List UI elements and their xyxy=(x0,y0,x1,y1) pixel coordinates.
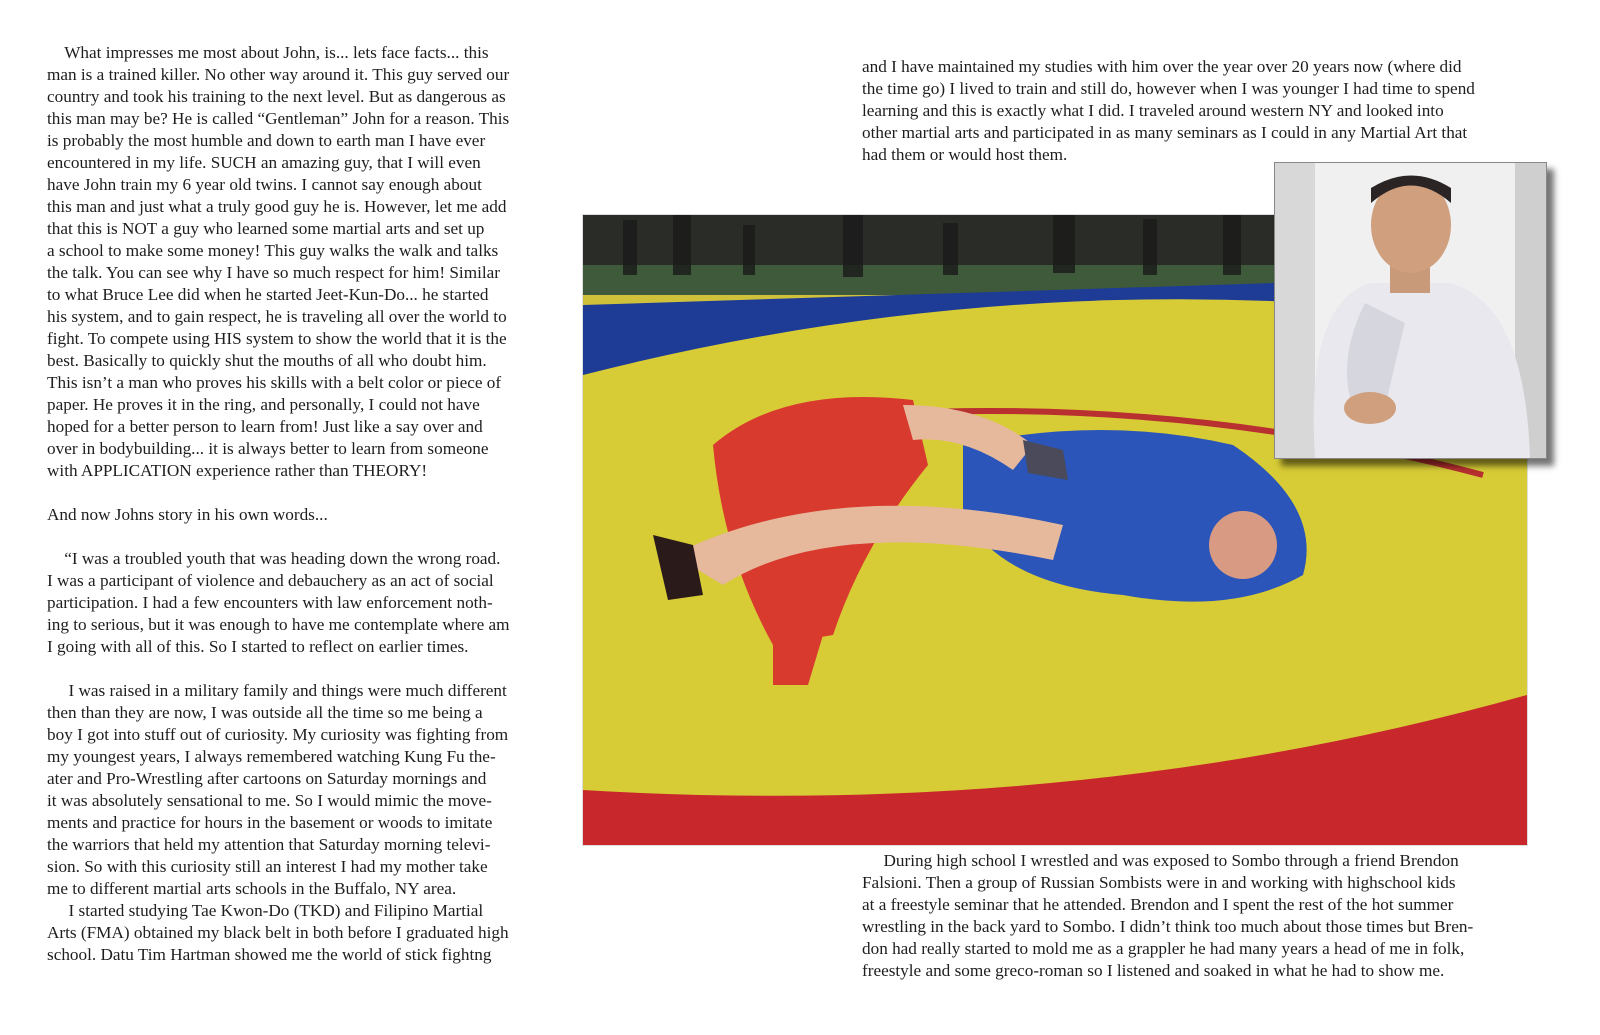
text-line: What impresses me most about John, is... lets face facts... this xyxy=(47,43,489,62)
text-line: the time go) I lived to train and still do, however when I was younger I had time to spend xyxy=(862,79,1475,98)
text-line: And now Johns story in his own words... xyxy=(47,505,328,524)
text-line: this man and just what a truly good guy he is. However, let me add xyxy=(47,197,507,216)
text-line: Arts (FMA) obtained my black belt in both before I graduated high xyxy=(47,923,509,942)
text-line: then than they are now, I was outside all the time so me being a xyxy=(47,703,483,722)
text-line: fight. To compete using HIS system to show the world that it is the xyxy=(47,329,507,348)
text-line: sion. So with this curiosity still an interest I had my mother take xyxy=(47,857,488,876)
text-line: this man may be? He is called “Gentleman” John for a reason. This xyxy=(47,109,510,128)
text-line: over in bodybuilding... it is always better to learn from someone xyxy=(47,439,489,458)
portrait-photo xyxy=(1274,162,1547,459)
text-line: man is a trained killer. No other way around it. This guy served our xyxy=(47,65,510,84)
paragraph-gap xyxy=(47,658,567,680)
text-line: other martial arts and participated in as many seminars as I could in any Martial Art that xyxy=(862,123,1468,142)
text-line: country and took his training to the next level. But as dangerous as xyxy=(47,87,506,106)
text-line: learning and this is exactly what I did. I traveled around western NY and looked into xyxy=(862,101,1444,120)
text-line: don had really started to mold me as a grappler he had many years a head of me in folk, xyxy=(862,939,1465,958)
text-line: school. Datu Tim Hartman showed me the world of stick fightng xyxy=(47,945,492,964)
text-line: ater and Pro-Wrestling after cartoons on Saturday mornings and xyxy=(47,769,487,788)
text-line: with APPLICATION experience rather than THEORY! xyxy=(47,461,428,480)
left-text-column xyxy=(47,42,567,966)
text-line: I was raised in a military family and things were much different xyxy=(47,681,507,700)
text-line: at a freestyle seminar that he attended. Brendon and I spent the rest of the hot summer xyxy=(862,895,1454,914)
text-line: his system, and to gain respect, he is traveling all over the world to xyxy=(47,307,507,326)
text-line: me to different martial arts schools in the Buffalo, NY area. xyxy=(47,879,457,898)
text-line: wrestling in the back yard to Sombo. I didn’t think too much about those times but Bren- xyxy=(862,917,1474,936)
text-line: the warriors that held my attention that Saturday morning televi- xyxy=(47,835,491,854)
text-line: the talk. You can see why I have so much respect for him! Similar xyxy=(47,263,500,282)
text-line: that this is NOT a guy who learned some martial arts and set up xyxy=(47,219,485,238)
text-line: This isn’t a man who proves his skills with a belt color or piece of xyxy=(47,373,502,392)
text-line: encountered in my life. SUCH an amazing guy, that I will even xyxy=(47,153,481,172)
text-line: “I was a troubled youth that was heading down the wrong road. xyxy=(47,549,501,568)
text-line: participation. I had a few encounters with law enforcement noth- xyxy=(47,593,493,612)
text-line: have John train my 6 year old twins. I cannot say enough about xyxy=(47,175,482,194)
text-line: a school to make some money! This guy walks the walk and talks xyxy=(47,241,499,260)
text-line: to what Bruce Lee did when he started Jeet-Kun-Do... he started xyxy=(47,285,489,304)
text-line: ing to serious, but it was enough to have me contemplate where am xyxy=(47,615,510,634)
text-line: is probably the most humble and down to earth man I have ever xyxy=(47,131,486,150)
paragraph-gap xyxy=(47,482,567,504)
text-line: had them or would host them. xyxy=(862,145,1068,164)
text-line: it was absolutely sensational to me. So I would mimic the move- xyxy=(47,791,492,810)
text-line: freestyle and some greco-roman so I listened and soaked in what he had to show me. xyxy=(862,961,1445,980)
text-line: ments and practice for hours in the basement or woods to imitate xyxy=(47,813,493,832)
text-line: and I have maintained my studies with him over the year over 20 years now (where did xyxy=(862,57,1462,76)
text-line: hoped for a better person to learn from! Just like a say over and xyxy=(47,417,483,436)
right-bottom-text xyxy=(862,850,1552,982)
text-line: Falsioni. Then a group of Russian Sombists were in and working with highschool kids xyxy=(862,873,1456,892)
text-line: paper. He proves it in the ring, and personally, I could not have xyxy=(47,395,480,414)
right-top-text xyxy=(862,56,1552,166)
paragraph-gap xyxy=(47,526,567,548)
text-line: I was a participant of violence and debauchery as an act of social xyxy=(47,571,494,590)
text-line: I started studying Tae Kwon-Do (TKD) and Filipino Martial xyxy=(47,901,484,920)
text-line: my youngest years, I always remembered watching Kung Fu the- xyxy=(47,747,496,766)
text-line: I going with all of this. So I started to reflect on earlier times. xyxy=(47,637,469,656)
text-line: best. Basically to quickly shut the mouths of all who doubt him. xyxy=(47,351,487,370)
text-line: boy I got into stuff out of curiosity. My curiosity was fighting from xyxy=(47,725,509,744)
text-line: During high school I wrestled and was exposed to Sombo through a friend Brendon xyxy=(862,851,1459,870)
